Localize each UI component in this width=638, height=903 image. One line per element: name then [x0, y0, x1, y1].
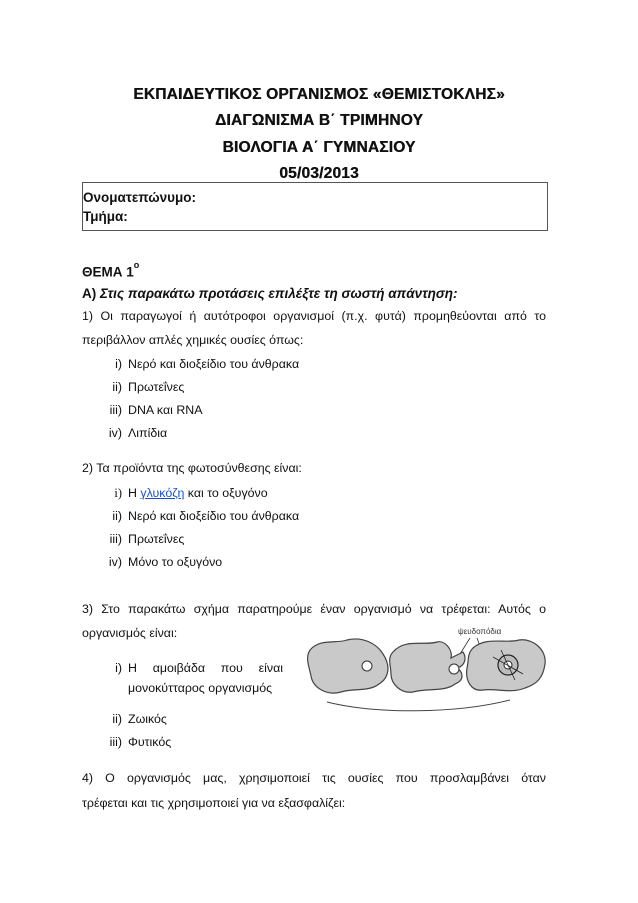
option-text: Πρωτεΐνες	[128, 532, 185, 546]
option-post: και το οξυγόνο	[184, 486, 268, 500]
amoeba-stage-1	[308, 639, 388, 693]
option-text: Μόνο το οξυγόνο	[128, 555, 223, 569]
q4-line2: τρέφεται και τις χρησιμοποιεί για να εξασφαλίζει:	[82, 796, 346, 810]
q3-option	[90, 712, 167, 726]
topic-title: ΘΕΜΑ 1	[82, 264, 134, 280]
option-number: iv)	[108, 426, 122, 440]
q1-option	[90, 403, 202, 417]
q3-option	[90, 735, 171, 749]
option-text: Νερό και διοξείδιο του άνθρακα	[128, 357, 300, 371]
option-number: iv)	[108, 555, 122, 569]
q2-option	[90, 486, 268, 501]
q3-line1: 3) Στο παρακάτω σχήμα παρατηρούμε έναν οργανισμό να τρέφεται: Αυτός ο	[82, 602, 546, 616]
topic-heading	[82, 260, 140, 280]
option-text-a: Η αμοιβάδα που είναι	[128, 661, 283, 675]
option-text: Πρωτεΐνες	[128, 380, 185, 394]
option-number: iii)	[109, 735, 122, 749]
q1-option	[90, 380, 184, 394]
part-letter: Α)	[82, 286, 97, 301]
option-text: DNA και RNA	[128, 403, 203, 417]
pseudopodia-label: ψευδοπόδια	[458, 627, 502, 636]
option-text: Φυτικός	[128, 735, 172, 749]
option-number: ii)	[112, 380, 122, 394]
subject-title: ΒΙΟΛΟΓΙΑ Α΄ ΓΥΜΝΑΣΙΟΥ	[222, 139, 416, 156]
part-a-instruction	[82, 286, 458, 301]
option-text: Νερό και διοξείδιο του άνθρακα	[128, 509, 300, 523]
q1-line2: περιβάλλον απλές χημικές ουσίες όπως:	[82, 333, 304, 347]
q3-option	[90, 661, 295, 695]
glucose-link[interactable]: γλυκόζη	[140, 486, 185, 500]
option-number: iii)	[109, 532, 122, 546]
part-text: Στις παρακάτω προτάσεις επιλέξτε τη σωστή απάντηση:	[100, 286, 458, 301]
q3-line2: οργανισμός είναι:	[82, 626, 178, 640]
q1-line1: 1) Οι παραγωγοί ή αυτότροφοι οργανισμοί (π.χ. φυτά) προμηθεύονται από το	[82, 309, 546, 323]
q4-line1: 4) Ο οργανισμός μας, χρησιμοποιεί τις ουσίες που προσλαμβάνει όταν	[82, 771, 546, 785]
q2-option	[90, 509, 299, 523]
amoeba-feeding-figure	[305, 622, 550, 717]
food-particle	[362, 661, 372, 671]
option-number: ii)	[112, 509, 122, 523]
option-text: Λιπίδια	[128, 426, 168, 440]
q1-option	[90, 357, 299, 371]
q2-line1: 2) Τα προϊόντα της φωτοσύνθεσης είναι:	[82, 461, 302, 475]
option-number: i)	[115, 357, 122, 371]
school-name: ΕΚΠΑΙΔΕΥΤΙΚΟΣ ΟΡΓΑΝΙΣΜΟΣ «ΘΕΜΙΣΤΟΚΛΗΣ»	[133, 86, 505, 103]
option-pre: Η	[128, 486, 141, 500]
name-label: Ονοματεπώνυμο:	[83, 190, 196, 205]
exam-title: ΔΙΑΓΩΝΙΣΜΑ Β΄ ΤΡΙΜΗΝΟΥ	[214, 112, 424, 129]
q1-option	[90, 426, 167, 440]
option-number: i)	[115, 661, 122, 675]
exam-date: 05/03/2013	[279, 165, 359, 182]
student-info-box	[82, 182, 548, 231]
class-label: Τμήμα:	[83, 209, 128, 224]
q2-option	[90, 555, 222, 569]
option-text: Ζωικός	[128, 712, 167, 726]
food-particle	[449, 664, 459, 674]
option-number: iii)	[109, 403, 122, 417]
option-text-b: μονοκύτταρος οργανισμός	[128, 681, 273, 695]
option-number: ii)	[112, 712, 122, 726]
process-arrow	[327, 700, 510, 711]
q2-option	[90, 532, 184, 546]
topic-superscript: ο	[133, 260, 140, 270]
option-number: i)	[114, 486, 122, 500]
